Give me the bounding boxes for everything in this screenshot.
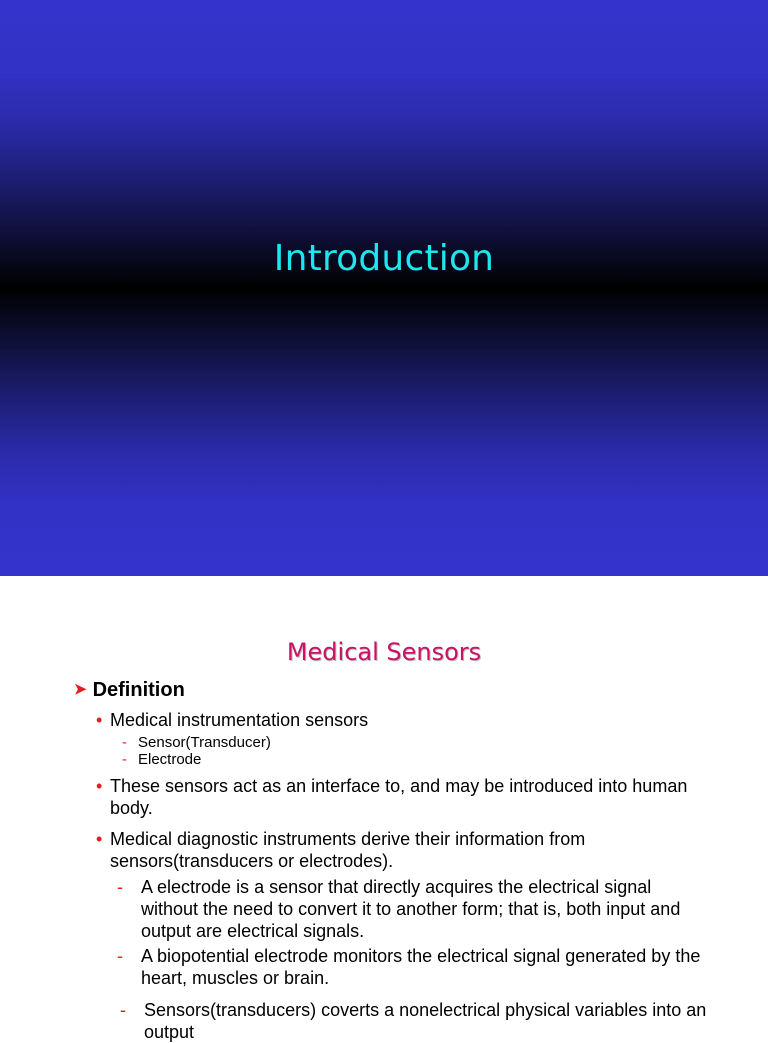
sub-list-item [122,734,271,751]
slide-title: Introduction [273,238,495,279]
dash-bullet-icon: - [117,946,123,966]
dash-bullet-icon: - [120,1000,126,1020]
dash-bullet-icon: - [122,734,127,751]
heading-text: Definition [92,679,185,701]
dash-bullet-icon: - [117,877,123,897]
bullet-text: Medical diagnostic instruments derive their information from sensors(transducers or electrodes). [110,829,586,871]
detail-item [120,999,710,1043]
bullet-dot-icon: • [96,710,103,730]
list-item [96,775,696,819]
detail-item [117,876,707,942]
detail-text: A electrode is a sensor that directly acquires the electrical signal without the need to convert it to another form; that is, both input and output are electrical signals. [141,877,681,941]
bullet-dot-icon: • [96,829,103,849]
sub-item-text: Sensor(Transducer) [138,734,271,751]
slide-title: Medical Sensors [286,638,482,666]
detail-text: Sensors(transducers) coverts a nonelectrical physical variables into an output [144,1000,707,1042]
dash-bullet-icon: - [122,751,127,768]
bullet-text: These sensors act as an interface to, and may be introduced into human body. [110,776,688,818]
detail-text: A biopotential electrode monitors the electrical signal generated by the heart, muscles or brain. [141,946,701,988]
bullet-text: Medical instrumentation sensors [110,710,369,730]
arrow-bullet-icon: ➤ [74,681,87,698]
sub-list-item [122,751,201,768]
definition-heading [74,679,185,702]
list-item [96,828,696,872]
bullet-dot-icon: • [96,776,103,796]
sub-item-text: Electrode [138,751,202,768]
detail-item [117,945,707,989]
medical-sensors-slide [0,576,768,1042]
list-item [96,709,696,731]
